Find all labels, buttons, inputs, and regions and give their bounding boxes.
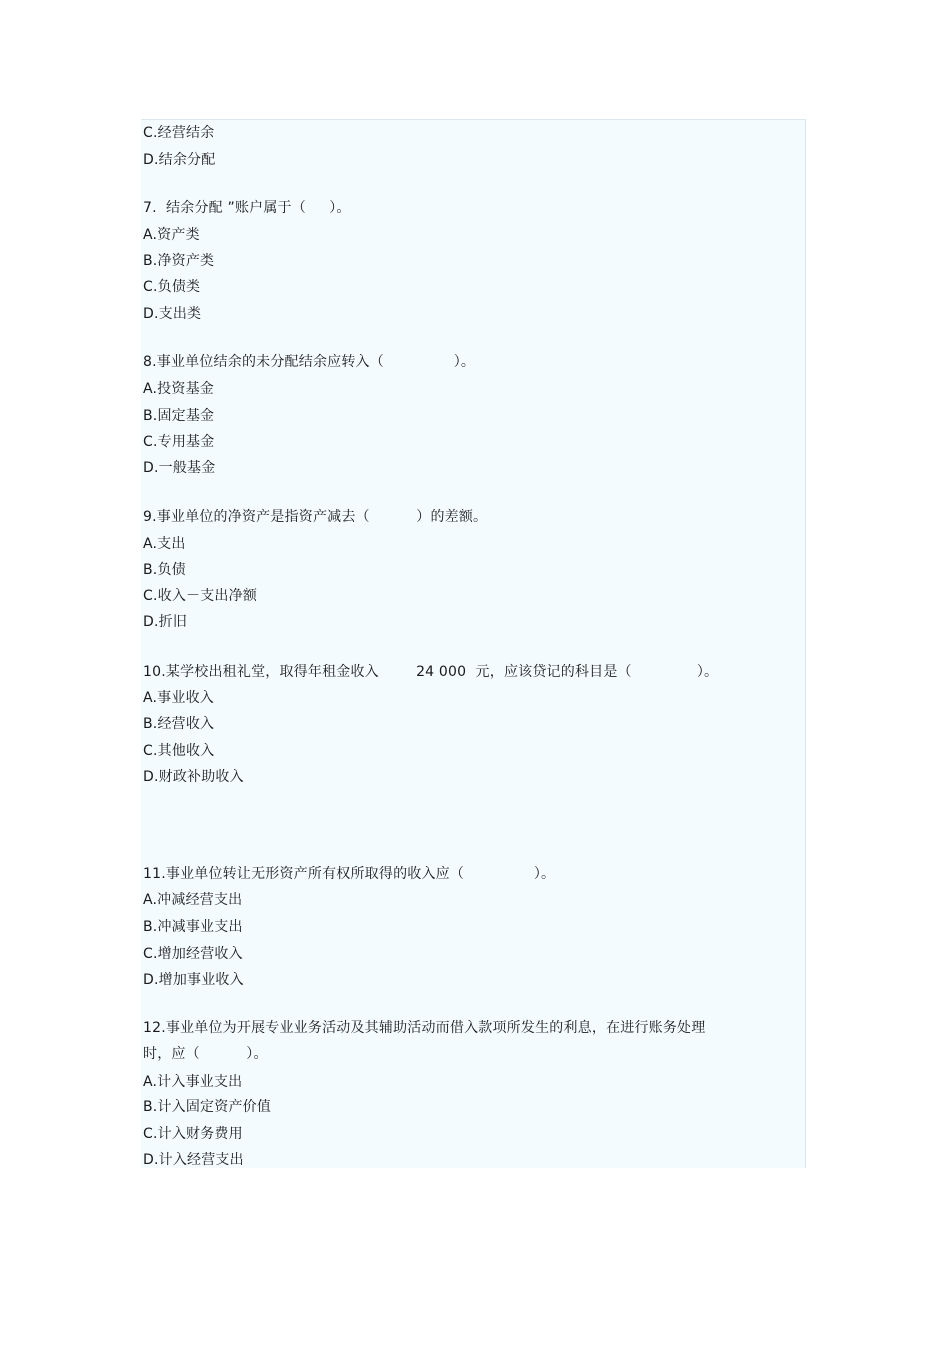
content-panel xyxy=(141,119,806,1168)
question-7: 7. 结余分配 ”账户属于（ ）。 xyxy=(143,200,351,216)
option-12d: D.计入经营支出 xyxy=(143,1152,244,1168)
option-11b: B.冲减事业支出 xyxy=(143,919,243,935)
option-12b: B.计入固定资产价值 xyxy=(143,1099,272,1115)
option-9d: D.折旧 xyxy=(143,614,188,630)
option-11a: A.冲减经营支出 xyxy=(143,892,243,908)
question-9: 9.事业单位的净资产是指资产减去（ ）的差额。 xyxy=(143,509,488,525)
option-8d: D.一般基金 xyxy=(143,460,216,476)
option-7b: B.净资产类 xyxy=(143,253,215,269)
question-10: 10.某学校出租礼堂，取得年租金收入 24 000 元，应该贷记的科目是（ ）。 xyxy=(143,664,719,680)
option-10b: B.经营收入 xyxy=(143,716,215,732)
question-8: 8.事业单位结余的未分配结余应转入（ ）。 xyxy=(143,354,476,370)
option-9a: A.支出 xyxy=(143,536,186,552)
option-7c: C.负债类 xyxy=(143,279,201,295)
option-10d: D.财政补助收入 xyxy=(143,769,244,785)
option-7a: A.资产类 xyxy=(143,227,200,243)
option-11d: D.增加事业收入 xyxy=(143,972,244,988)
question-12-line-1: 12.事业单位为开展专业业务活动及其辅助活动而借入款项所发生的利息，在进行账务处理 xyxy=(143,1020,706,1036)
option-10a: A.事业收入 xyxy=(143,690,214,706)
option-9c: C.收入－支出净额 xyxy=(143,588,258,604)
option-8b: B.固定基金 xyxy=(143,408,215,424)
option-6d: D.结余分配 xyxy=(143,152,216,168)
option-10c: C.其他收入 xyxy=(143,743,215,759)
option-11c: C.增加经营收入 xyxy=(143,946,243,962)
option-9b: B.负债 xyxy=(143,562,186,578)
option-8a: A.投资基金 xyxy=(143,381,214,397)
option-8c: C.专用基金 xyxy=(143,434,215,450)
question-11: 11.事业单位转让无形资产所有权所取得的收入应（ ）。 xyxy=(143,866,556,882)
option-6c: C.经营结余 xyxy=(143,125,215,141)
option-7d: D.支出类 xyxy=(143,306,202,322)
option-12c: C.计入财务费用 xyxy=(143,1126,243,1142)
option-12a: A.计入事业支出 xyxy=(143,1074,243,1090)
question-12-line-2: 时，应（ ）。 xyxy=(143,1046,268,1062)
